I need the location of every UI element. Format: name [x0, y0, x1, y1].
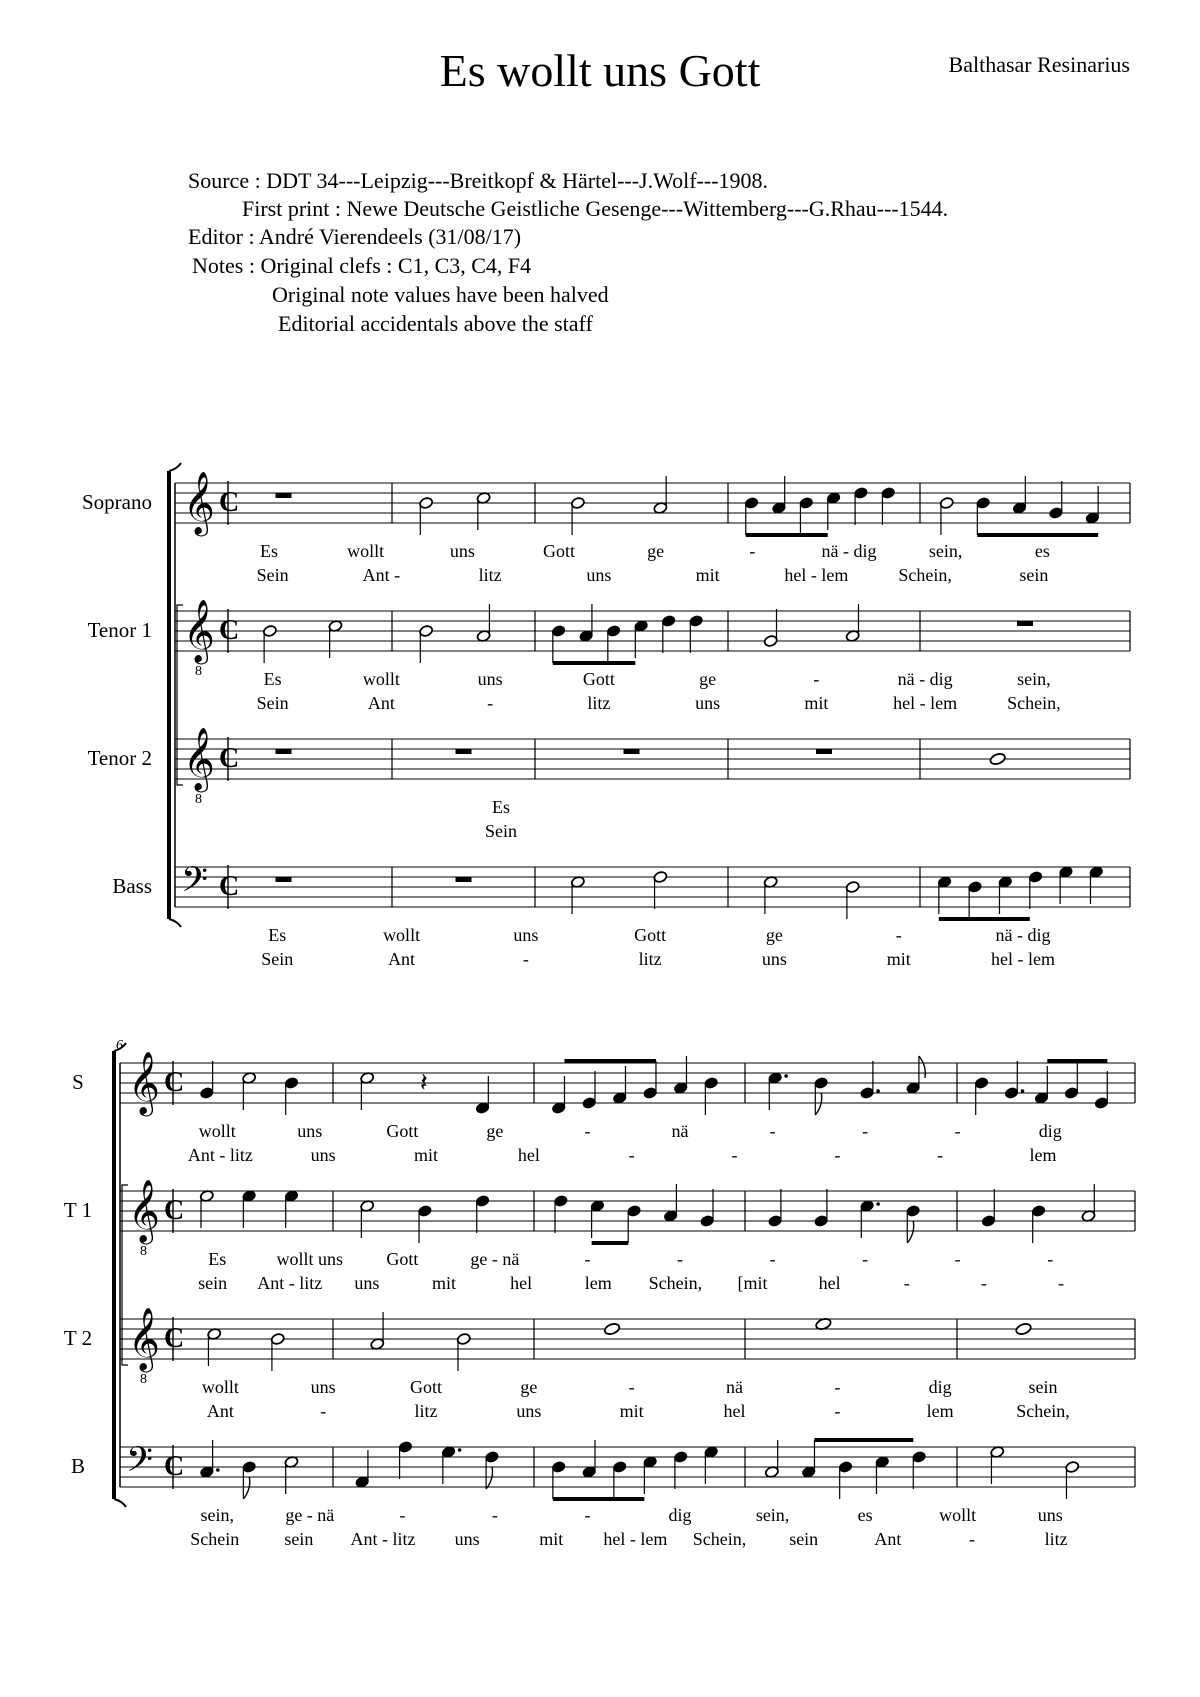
cut-time-icon: C [164, 1067, 185, 1098]
note-head [814, 1077, 829, 1090]
lyric-syllable: - [628, 1377, 635, 1397]
lyric-syllable: ge [486, 1121, 504, 1141]
lyric-syllable: uns [297, 1121, 323, 1141]
cut-time-icon: C [219, 615, 240, 646]
lyric-syllable: mit [539, 1529, 564, 1549]
lyric-syllable: - [834, 1401, 841, 1421]
lyric-syllable: - [903, 1273, 910, 1293]
lyric-syllable: hel - lem [991, 949, 1055, 969]
staff-1 [88, 601, 1130, 713]
lyric-syllable: Gott [410, 1377, 443, 1397]
lyric-syllable: - [813, 669, 820, 689]
note-head [976, 497, 991, 510]
dot [216, 1468, 220, 1472]
editor-line: Editor : André Vierendeels (31/08/17) [188, 224, 522, 249]
treble-clef-icon: 𝄞 [183, 601, 215, 661]
lyric-syllable: litz [478, 565, 502, 585]
dot [876, 1089, 880, 1093]
note-head [475, 1195, 490, 1208]
note-head [417, 1205, 432, 1218]
lyric-syllable: mit [804, 693, 829, 713]
lyric-syllable: uns [1037, 1505, 1063, 1525]
note-head [570, 497, 585, 510]
cut-time-icon: C [219, 743, 240, 774]
lyric-syllable: Sein [484, 821, 518, 841]
note-head [242, 1461, 257, 1474]
lyric-syllable: wollt [939, 1505, 977, 1525]
lyric-syllable: [mit [737, 1273, 768, 1293]
octave-marker: 8 [140, 1244, 147, 1259]
note-head [643, 1087, 658, 1100]
lyric-syllable: - [320, 1401, 327, 1421]
lyric-syllable: mit [886, 949, 911, 969]
lyric-syllable: Schein, [1016, 1401, 1070, 1421]
cut-time-icon: C [164, 1195, 185, 1226]
note-head [860, 1087, 875, 1100]
dot [458, 1448, 462, 1452]
lyric-syllable: hel - lem [784, 565, 849, 585]
treble-clef-icon: 𝄞 [183, 729, 215, 789]
lyric-syllable: dig [668, 1505, 692, 1525]
note-head [606, 625, 621, 638]
source-line: Source : DDT 34---Leipzig---Breitkopf & Härtel---J.Wolf---1908. [188, 168, 769, 193]
lyric-syllable: es [857, 1505, 873, 1525]
lyric-syllable: Ant - litz [350, 1529, 416, 1549]
lyric-syllable: hel - lem [603, 1529, 668, 1549]
lyric-syllable: nä [671, 1121, 689, 1141]
staff-0 [82, 473, 1130, 585]
lyric-syllable: - [769, 1249, 776, 1269]
lyric-syllable: ge - nä [470, 1249, 520, 1269]
lyric-syllable: mit [619, 1401, 644, 1421]
lyric-syllable: - [399, 1505, 406, 1525]
lyric-syllable: litz [1044, 1529, 1068, 1549]
system-2 [64, 1038, 1135, 1549]
lyric-syllable: wollt uns [276, 1249, 344, 1269]
lyric-syllable: - [628, 1145, 635, 1165]
lyric-syllable: ge [699, 669, 717, 689]
score-title: Es wollt uns Gott [439, 45, 761, 96]
note-head [689, 615, 704, 628]
cut-time-icon: C [164, 1451, 185, 1482]
lyric-syllable: sein [789, 1529, 819, 1549]
lyric-syllable: - [491, 1505, 498, 1525]
dot [784, 1074, 788, 1078]
lyric-syllable: sein, [928, 541, 963, 561]
cut-time-icon: C [219, 487, 240, 518]
note-head [1094, 1097, 1109, 1110]
part-name: T 2 [63, 1326, 93, 1350]
lyric-syllable: ge [765, 925, 783, 945]
lyric-syllable: lem [926, 1401, 954, 1421]
note-head [1028, 871, 1043, 884]
lyric-syllable: Es [260, 541, 278, 561]
lyric-syllable: mit [695, 565, 720, 585]
lyric-syllable: Schein, [692, 1529, 747, 1549]
whole-rest-icon [624, 749, 640, 754]
note-head [981, 1215, 996, 1228]
lyric-syllable: es [1034, 541, 1050, 561]
note-head [484, 1451, 499, 1464]
note-flag [815, 1093, 821, 1115]
note-head [838, 1461, 853, 1474]
note-flag [919, 1056, 925, 1078]
lyric-syllable: mit [414, 1145, 439, 1165]
lyric-syllable: Schein, [898, 565, 952, 585]
note-head [612, 1461, 627, 1474]
lyric-syllable: uns [310, 1377, 336, 1397]
lyric-syllable: Schein [190, 1529, 240, 1549]
bass-clef-icon: 𝄢 [181, 862, 209, 908]
lyric-syllable: - [1047, 1249, 1054, 1269]
note-head [582, 1097, 597, 1110]
lyric-syllable: Sein [256, 693, 289, 713]
lyric-syllable: Ant [388, 949, 416, 969]
staff-2 [88, 729, 1130, 841]
part-name: B [70, 1454, 86, 1478]
lyric-syllable: - [522, 949, 529, 969]
note-head [704, 1077, 719, 1090]
lyric-syllable: Es [263, 669, 282, 689]
part-name: T 1 [63, 1198, 93, 1222]
whole-rest-icon [276, 877, 292, 882]
whole-rest-icon [456, 877, 472, 882]
treble-clef-icon: 𝄞 [183, 473, 215, 533]
lyric-syllable: uns [449, 541, 475, 561]
lyric-syllable: wollt [347, 541, 385, 561]
notes-line: Notes : Original clefs : C1, C3, C4, F4 [192, 253, 532, 278]
staff-1 [64, 1181, 1135, 1293]
lyric-syllable: uns [761, 949, 787, 969]
note-head [419, 497, 434, 510]
note-flag [907, 1221, 913, 1243]
lyric-syllable: - [862, 1249, 869, 1269]
whole-rest-icon [276, 749, 292, 754]
lyric-syllable: - [1058, 1273, 1065, 1293]
lyric-syllable: dig [928, 1377, 952, 1397]
lyric-syllable: lem [584, 1273, 612, 1293]
lyric-syllable: hel [723, 1401, 746, 1421]
lyric-syllable: mit [432, 1273, 457, 1293]
treble-clef-icon: 𝄞 [128, 1181, 160, 1241]
lyric-syllable: lem [1029, 1145, 1057, 1165]
note-head [1065, 1461, 1080, 1474]
note-head [881, 487, 896, 500]
lyric-syllable: sein [1028, 1377, 1058, 1397]
lyric-syllable: Gott [582, 669, 615, 689]
note-head [906, 1205, 921, 1218]
lyric-syllable: Gott [386, 1121, 419, 1141]
lyric-syllable: uns [516, 1401, 542, 1421]
lyric-syllable: nä - dig [995, 925, 1051, 945]
whole-rest-icon [1017, 621, 1033, 626]
lyric-syllable: sein [1019, 565, 1049, 585]
whole-rest-icon [816, 749, 832, 754]
lyric-syllable: - [834, 1145, 841, 1165]
octave-marker: 8 [195, 792, 202, 807]
lyric-syllable: sein, [1017, 669, 1051, 689]
lyric-syllable: Sein [256, 565, 289, 585]
lyric-syllable: - [980, 1273, 987, 1293]
lyric-syllable: - [584, 1505, 591, 1525]
note-head [551, 625, 566, 638]
lyric-syllable: wollt [198, 1121, 236, 1141]
bracket-hook-bottom [114, 1499, 126, 1507]
lyric-syllable: hel [510, 1273, 533, 1293]
bracket-hook-bottom [169, 919, 181, 927]
note-head [270, 1333, 285, 1346]
first-print-line: First print : Newe Deutsche Geistliche Gesenge---Wittemberg---G.Rhau---1544. [242, 196, 949, 221]
lyric-syllable: sein [284, 1529, 314, 1549]
lyric-syllable: Ant [367, 693, 395, 713]
lyric-syllable: sein, [200, 1505, 235, 1525]
lyric-syllable: wollt [201, 1377, 239, 1397]
lyric-syllable: - [895, 925, 902, 945]
part-name: Soprano [82, 490, 152, 514]
octave-marker: 8 [195, 664, 202, 679]
lyric-syllable: - [677, 1249, 684, 1269]
treble-clef-icon: 𝄞 [128, 1309, 160, 1369]
note-head [939, 497, 954, 510]
lyric-syllable: ge [520, 1377, 538, 1397]
octave-marker: 8 [140, 1372, 147, 1387]
staff-3 [71, 1440, 1135, 1549]
lyric-syllable: hel [517, 1145, 540, 1165]
cut-time-icon: C [164, 1323, 185, 1354]
staff-3 [112, 862, 1130, 969]
whole-rest-icon [456, 749, 472, 754]
lyric-syllable: uns [586, 565, 612, 585]
lyric-syllable: wollt [362, 669, 400, 689]
note-head [989, 752, 1006, 766]
lyric-syllable: wollt [383, 925, 421, 945]
lyric-syllable: Gott [634, 925, 667, 945]
note-head [1031, 1205, 1046, 1218]
lyric-syllable: - [749, 541, 756, 561]
lyric-syllable: Ant [874, 1529, 902, 1549]
lyric-syllable: Ant - [362, 565, 401, 585]
lyric-syllable: Schein, [648, 1273, 703, 1293]
lyric-syllable: Es [492, 797, 510, 817]
bracket-hook-top [169, 463, 181, 471]
note-values-line: Original note values have been halved [272, 282, 609, 307]
note-head [551, 1461, 566, 1474]
lyric-syllable: litz [638, 949, 662, 969]
note-head [744, 497, 759, 510]
lyric-syllable: dig [1038, 1121, 1062, 1141]
note-head [768, 1215, 783, 1228]
lyric-syllable: uns [513, 925, 539, 945]
note-head [912, 1451, 927, 1464]
lyric-syllable: Gott [386, 1249, 419, 1269]
lyric-syllable: - [954, 1121, 961, 1141]
staff-0 [72, 1053, 1135, 1165]
lyric-syllable: ge [647, 541, 665, 561]
note-head [854, 487, 869, 500]
note-head [627, 1205, 642, 1218]
bass-clef-icon: 𝄢 [126, 1442, 154, 1488]
note-head [814, 1215, 829, 1228]
lyric-syllable: - [584, 1121, 591, 1141]
lyric-syllable: litz [414, 1401, 438, 1421]
note-head [1015, 1322, 1032, 1336]
note-head [284, 1077, 299, 1090]
note-head [553, 1195, 568, 1208]
dot [1021, 1089, 1025, 1093]
note-head [419, 625, 434, 638]
note-head [845, 881, 860, 894]
note-head [673, 1451, 688, 1464]
lyric-syllable: - [487, 693, 494, 713]
note-head [661, 615, 676, 628]
part-name: Tenor 1 [87, 618, 152, 642]
lyric-syllable: Es [268, 925, 287, 945]
lyric-syllable: uns [695, 693, 721, 713]
lyric-syllable: - [937, 1145, 944, 1165]
cut-time-icon: C [219, 871, 240, 902]
accidentals-line: Editorial accidentals above the staff [278, 311, 593, 336]
note-head [700, 1215, 715, 1228]
lyric-syllable: uns [477, 669, 503, 689]
part-name: S [72, 1070, 84, 1094]
staff-2 [64, 1309, 1135, 1421]
note-head [1064, 1087, 1079, 1100]
lyric-syllable: - [968, 1529, 975, 1549]
lyric-syllable: Ant [206, 1401, 234, 1421]
note-head [653, 871, 668, 884]
lyric-syllable: ge - nä [285, 1505, 335, 1525]
lyric-syllable: uns [310, 1145, 336, 1165]
measure-number: 6 [116, 1038, 123, 1053]
note-head [799, 497, 814, 510]
note-head [263, 625, 278, 638]
quarter-rest-icon: 𝄽 [419, 1068, 428, 1097]
note-head [763, 635, 778, 648]
lyric-syllable: - [834, 1377, 841, 1397]
note-head [398, 1441, 413, 1454]
lyric-syllable: uns [354, 1273, 380, 1293]
note-flag [243, 1477, 249, 1499]
system-1 [82, 463, 1130, 969]
note-head [1049, 507, 1064, 520]
lyric-syllable: hel - lem [893, 693, 958, 713]
lyric-syllable: sein, [755, 1505, 790, 1525]
lyric-syllable: Ant - litz [187, 1145, 253, 1165]
treble-clef-icon: 𝄞 [128, 1053, 160, 1113]
lyric-syllable: Gott [542, 541, 576, 561]
lyric-syllable: - [584, 1249, 591, 1269]
lyric-syllable: Schein, [1007, 693, 1061, 713]
part-name: Bass [112, 874, 152, 898]
lyric-syllable: sein [198, 1273, 228, 1293]
whole-rest-icon [276, 493, 292, 498]
composer-name: Balthasar Resinarius [948, 52, 1130, 77]
note-flag [486, 1467, 492, 1489]
lyric-syllable: nä - dig [821, 541, 877, 561]
lyric-syllable: - [769, 1121, 776, 1141]
part-name: Tenor 2 [87, 746, 152, 770]
lyric-syllable: litz [587, 693, 611, 713]
lyric-syllable: Es [208, 1249, 227, 1269]
note-head [603, 1322, 620, 1336]
lyric-syllable: Sein [261, 949, 294, 969]
note-head [456, 1333, 471, 1346]
lyric-syllable: hel [818, 1273, 841, 1293]
lyric-syllable: - [862, 1121, 869, 1141]
lyric-syllable: uns [454, 1529, 480, 1549]
note-head [968, 881, 983, 894]
lyric-syllable: - [954, 1249, 961, 1269]
dot [876, 1202, 880, 1206]
lyric-syllable: nä [726, 1377, 744, 1397]
note-head [1004, 1087, 1019, 1100]
note-head [199, 1087, 214, 1100]
note-head [974, 1077, 989, 1090]
lyric-syllable: - [731, 1145, 738, 1165]
lyric-syllable: Ant - litz [257, 1273, 323, 1293]
lyric-syllable: nä - dig [897, 669, 953, 689]
